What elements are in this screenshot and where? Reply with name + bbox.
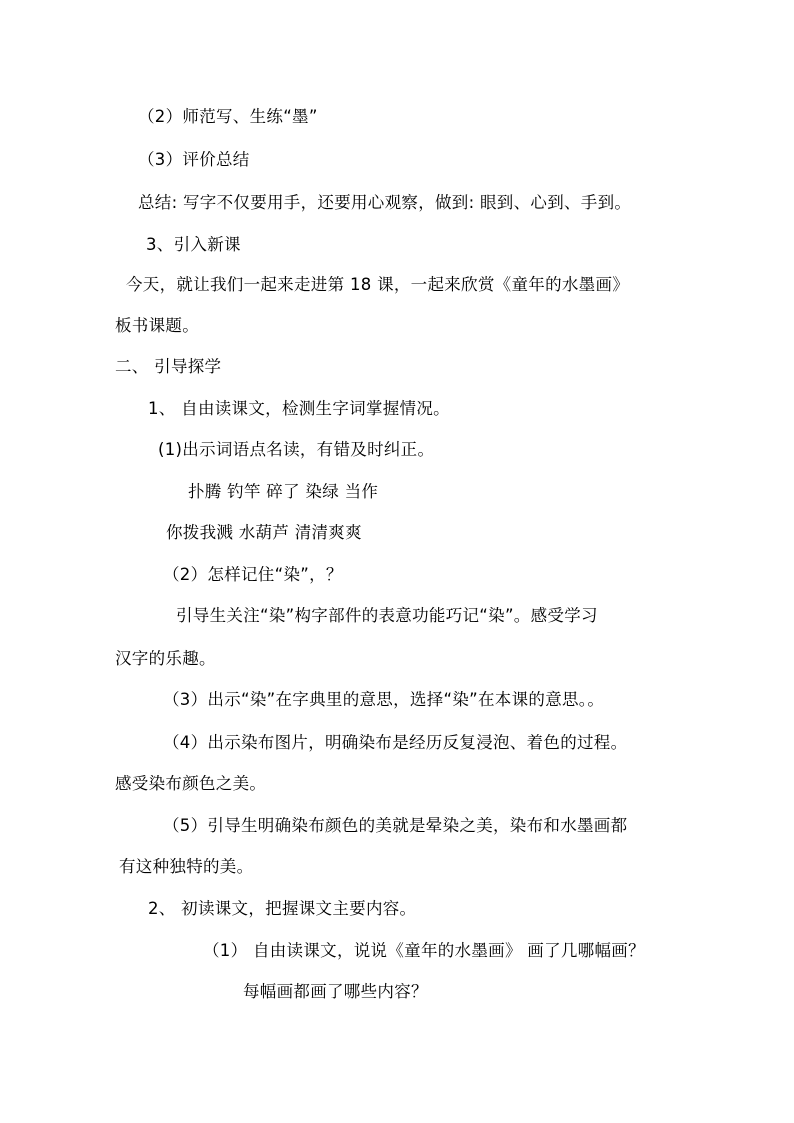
text-line-6: 板书课题。 xyxy=(115,316,199,335)
text-line-5: 今天，就让我们一起来走进第 18 课，一起来欣赏《童年的水墨画》 xyxy=(126,275,630,294)
text-line-14: 汉字的乐趣。 xyxy=(115,649,216,668)
text-line-9: (1)出示词语点名读，有错及时纠正。 xyxy=(158,440,435,459)
text-line-13: 引导生关注“染”构字部件的表意功能巧记“染”。感受学习 xyxy=(176,606,598,625)
text-line-22: 每幅画都画了哪些内容？ xyxy=(243,982,428,1001)
text-line-21: （1） 自由读课文，说说《童年的水墨画》 画了几哪幅画？ xyxy=(203,941,645,960)
text-line-3: 总结: 写字不仅要用手，还要用心观察，做到: 眼到、心到、手到。 xyxy=(138,193,632,212)
text-line-19: 有这种独特的美。 xyxy=(119,857,254,876)
text-line-17: 感受染布颜色之美。 xyxy=(115,774,267,793)
text-line-1: （2）师范写、生练“墨” xyxy=(138,107,318,126)
text-line-4: 3、引入新课 xyxy=(146,235,241,254)
text-line-18: （5）引导生明确染布颜色的美就是晕染之美，染布和水墨画都 xyxy=(163,816,628,835)
text-line-2: （3）评价总结 xyxy=(138,150,250,169)
text-line-20: 2、 初读课文，把握课文主要内容。 xyxy=(148,899,417,918)
text-line-16: （4）出示染布图片，明确染布是经历反复浸泡、着色的过程。 xyxy=(163,733,628,752)
section-heading-2: 二、 引导探学 xyxy=(115,357,222,376)
text-line-12: （2）怎样记住“染”，？ xyxy=(163,565,343,584)
vocab-line-1: 扑腾 钓竿 碎了 染绿 当作 xyxy=(188,482,379,501)
text-line-15: （3）出示“染”在字典里的意思，选择“染”在本课的意思。。 xyxy=(163,690,605,709)
vocab-line-2: 你拨我溅 水葫芦 清清爽爽 xyxy=(166,523,362,542)
text-line-8: 1、 自由读课文，检测生字词掌握情况。 xyxy=(148,399,450,418)
